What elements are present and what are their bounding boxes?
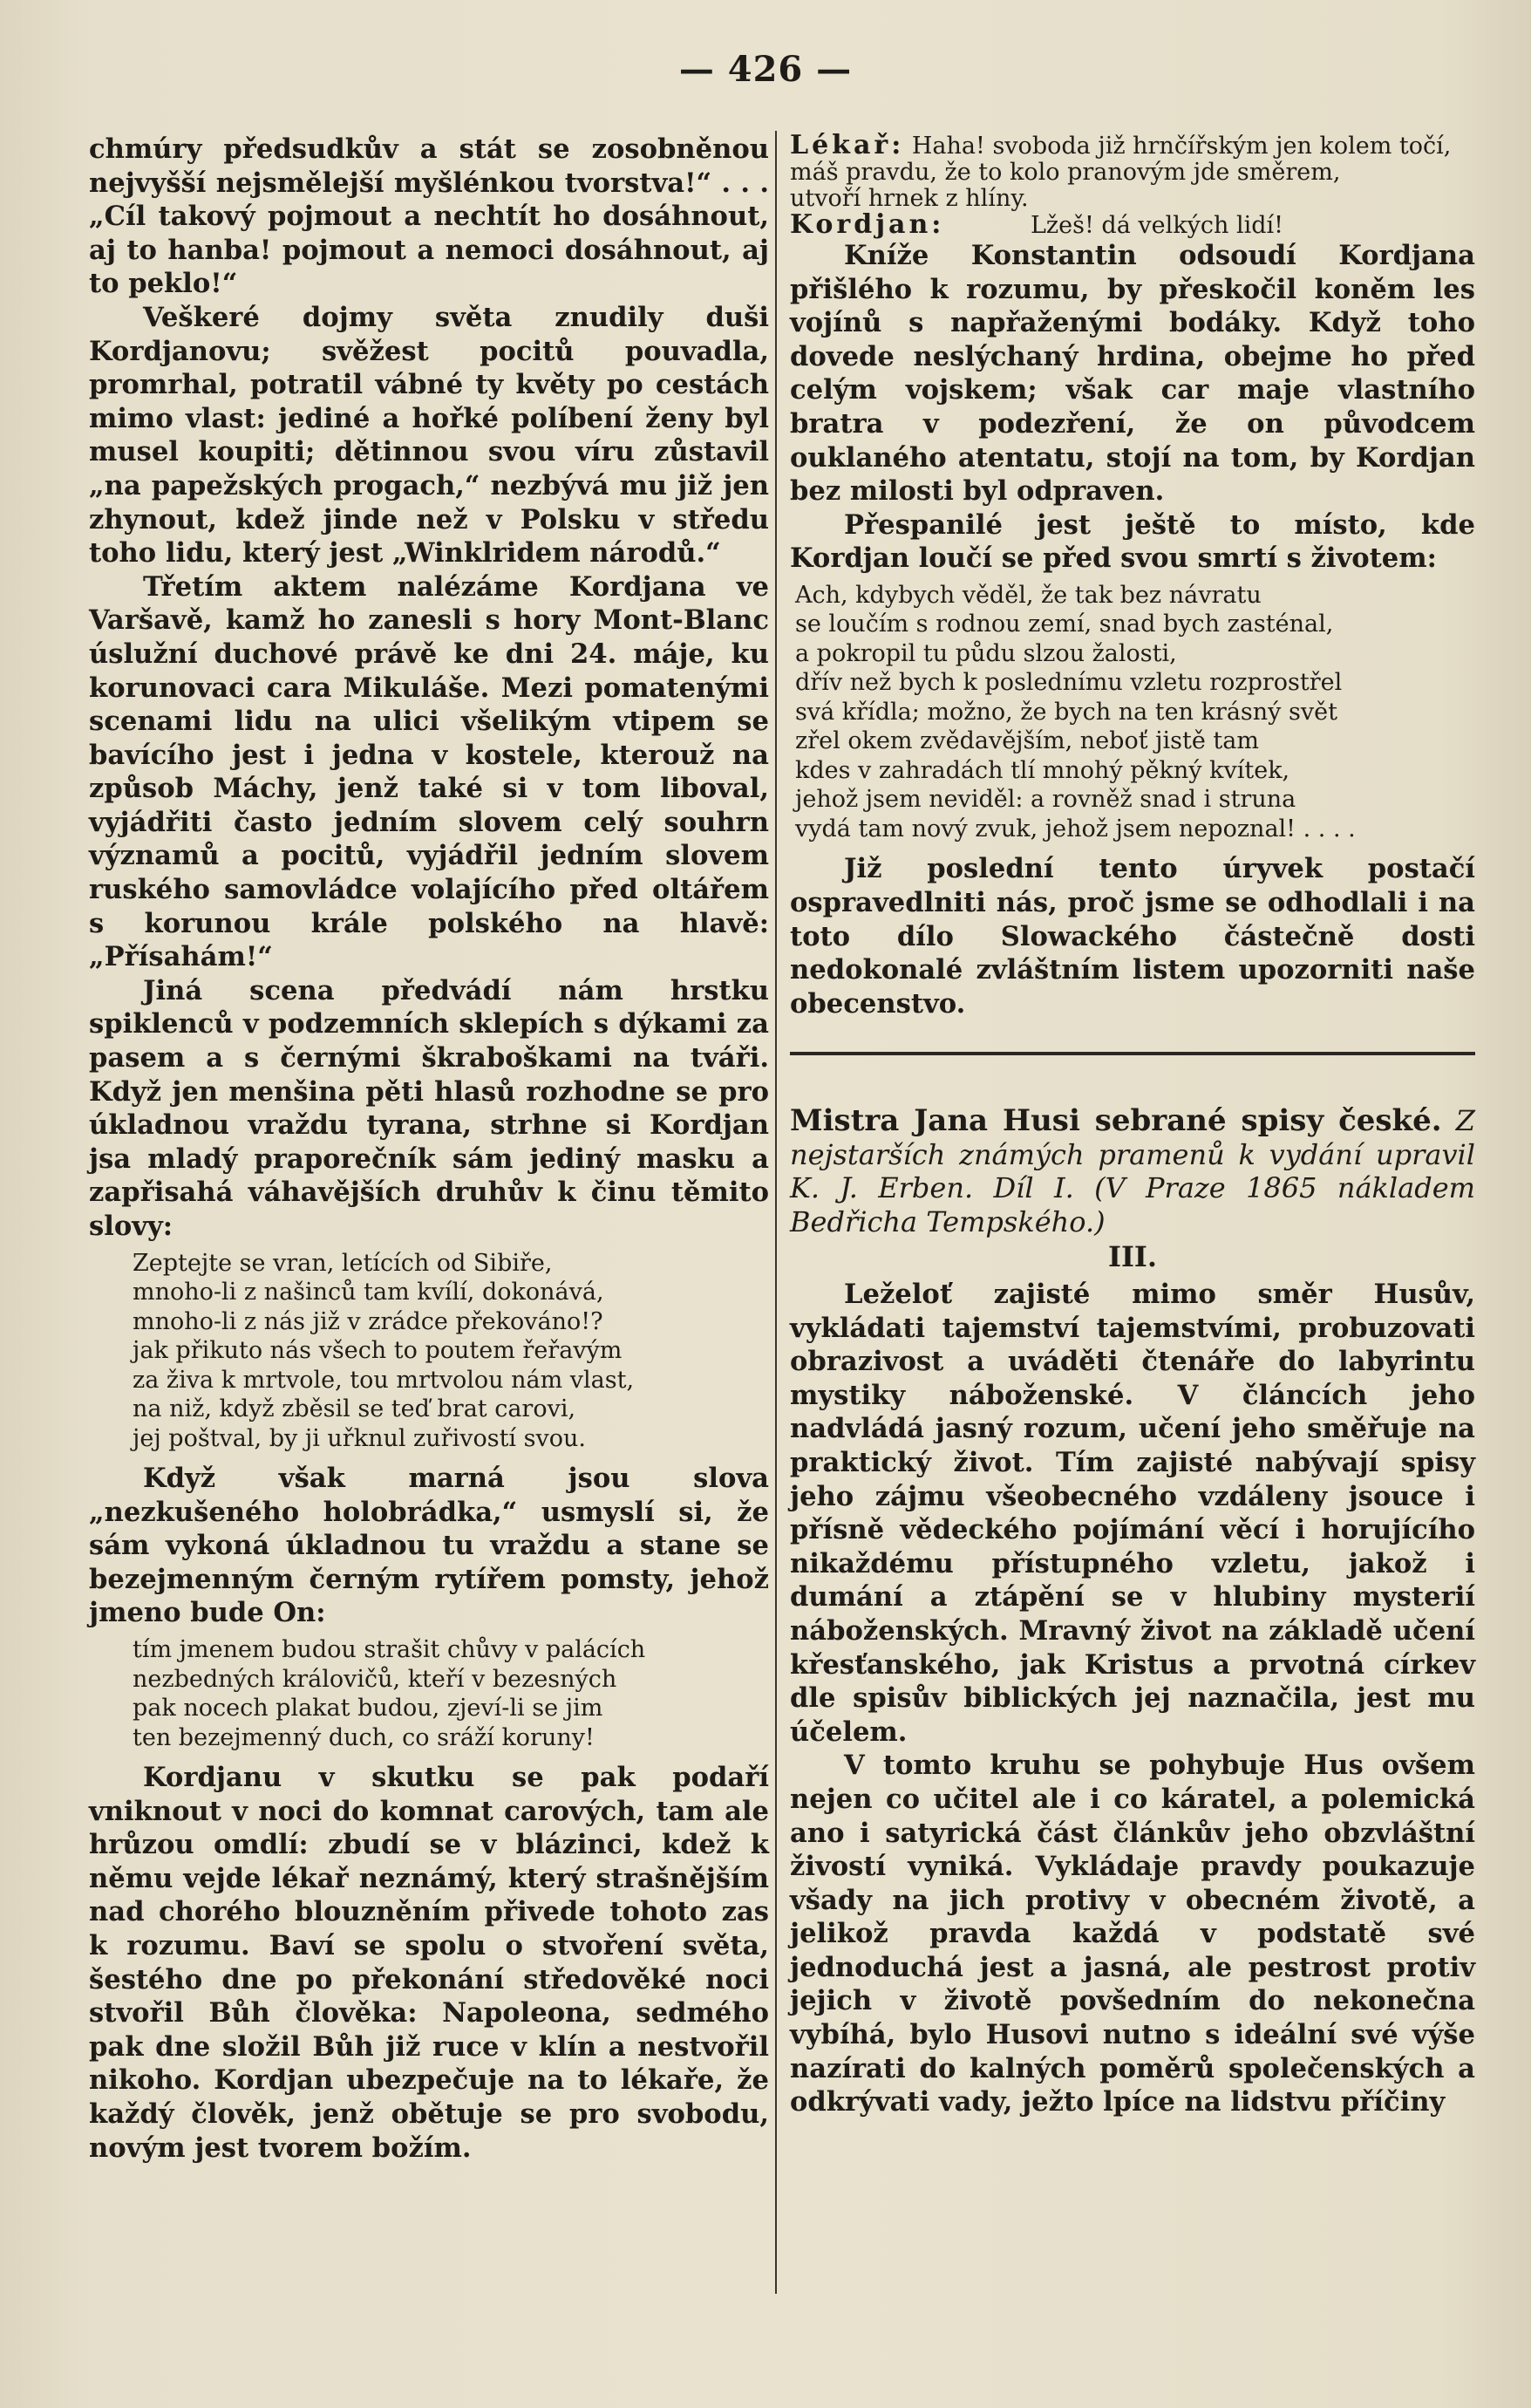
verse-line: se loučím s rodnou zemí, snad bych zasténal, [795,611,1334,638]
dialogue-line [790,209,1475,240]
verse-line: tím jmenem budou strašit chůvy v palácích [133,1636,646,1664]
dialogue-text: Lžeš! dá velkých lidí! [1030,212,1283,239]
verse-quote [795,581,1475,844]
paragraph: Když však marná jsou slova „nezkušeného holobrádka,“ usmyslí si, že sám vykoná úkladnou tu vraždu a stane se bezejmenným černým rytířem pomsty, jehož jmeno bude On: [89,1463,769,1629]
paragraph: Jiná scena předvádí nám hrstku spiklenců v podzemních sklepích s dýkami za pasem a s černými škraboškami na tváři. Když jen menšina pěti hlasů rozhodne se pro úkladnou vraždu tyrana, strhne si Kordjan jsa mladý praporečník sám jediný masku a zapřisahá váhavějších druhův k činu těmito slovy: [89,974,769,1242]
review-bibliographic-note: Z nejstarších známých pramenů k vydání upravil K. J. Erben. Díl I. (V Praze 1865 nákladem Bedřicha Tempského.) [790,1104,1475,1238]
verse-line: mnoho-li z nás již v zrádce překováno!? [133,1307,603,1335]
paragraph: Leželoť zajisté mimo směr Husův, vykládati tajemství tajemstvími, probuzovati obrazivost a uváděti čtenáře do labyrintu mystiky náboženské. V článcích jeho nadvládá jasný rozum, učení jeho směřuje na praktický život. Tím zajisté nabývají spisy jeho zájmu všeobecného vzdáleny jsouce i přísně vědeckého pojímání věcí i horujícího nikaždému přístupného vzletu, jakož i dumání a ztápění se v hlubiny mysterií náboženských. Mravný život na základě učení křesťanského, jak Kristus a prvotná církev dle spisův biblických jej naznačila, jest mu účelem. [790,1279,1475,1748]
dialogue-line [790,130,1475,160]
review-title: Mistra Jana Husi sebrané spisy české. [790,1103,1442,1139]
verse-quote [133,1249,769,1454]
verse-line: jak přikuto nás všech to poutem řeřavým [133,1337,623,1365]
paragraph: Kordjanu v skutku se pak podaří vniknout v noci do komnat carových, tam ale hrůzou omdlí: zbudí se v blázinci, kdež k němu vejde lékař neznámý, který strašnějším nad chorého blouzněním přivede tohoto zas k rozumu. Baví se spolu o stvoření světa, šestého dne po překonání středověké noci stvořil Bůh člověka: Napoleona, sedmého pak dne složil Bůh již ruce v klín a nestvořil nikoho. Kordjan ubezpečuje na to lékaře, že každý člověk, jenž obětuje se pro svobodu, novým jest tvorem božím. [89,1762,769,2164]
verse-line: svá křídla; možno, že bych na ten krásný svět [795,698,1337,726]
dialogue-text: Haha! svoboda již hrnčířským jen kolem točí, [911,133,1452,160]
verse-line: ten bezejmenný duch, co sráží koruny! [133,1723,595,1751]
section-number: III. [1107,1240,1158,1274]
verse-line: nezbedných královičů, kteří v bezesných [133,1665,617,1693]
dialogue-line: máš pravdu, že to kolo pranovým jde směrem, [790,159,1341,186]
verse-line: na niž, když zběsil se teď brat carovi, [133,1395,576,1423]
paragraph: Třetím aktem nalézáme Kordjana ve Varšavě, kamž ho zanesli s hory Mont-Blanc úslužní duchové právě ke dni 24. máje, ku korunovaci cara Mikuláše. Mezi pomatenými scenami lidu na ulici všelikým vtipem se bavícího jest i jedna v kostele, kterouž na způsob Máchy, jenž také si v tom liboval, vyjádřiti často jedním slovem celý souhrn významů a pocitů, vyjádřil jedním slovem ruského samovládce volajícího před oltářem s korunou krále polského na hlavě: „Přísahám!“ [89,570,769,973]
review-heading [790,1104,1475,1238]
section-rule [790,1052,1475,1055]
paragraph: Již poslední tento úryvek postačí ospravedlniti nás, proč jsme se odhodlali i na toto dílo Slowackého částečně dosti nedokonalé zvláštním listem upozorniti naše obecenstvo. [790,853,1475,1020]
dialogue [790,130,1475,240]
verse-line: a pokropil tu půdu slzou žalosti, [795,639,1177,667]
verse-line: vydá tam nový zvuk, jehož jsem nepoznal! . . . . [795,815,1356,842]
page-number: — 426 — [678,49,853,90]
right-column [790,130,1475,2119]
verse-line: zřel okem zvědavějším, neboť jistě tam [795,727,1259,755]
paragraph: Přespanilé jest ještě to místo, kde Kordjan loučí se před svou smrtí s životem: [790,508,1475,575]
verse-line: mnoho-li z našinců tam kvílí, dokonává, [133,1279,604,1306]
verse-line: pak nocech plakat budou, zjeví-li se jim [133,1695,603,1722]
verse-line: Zeptejte se vran, letících od Sibiře, [133,1249,553,1277]
speaker-name: Lékař: [790,130,905,160]
paragraph: Veškeré dojmy světa znudily duši Kordjanovu; svěžest pocitů pouvadla, promrhal, potratil vábné ty květy po cestách mimo vlast: jediné a hořké políbení ženy byl musel koupiti; dětinnou svou víru zůstavil „na papežských progach,“ nezbývá mu již jen zhynout, kdež jinde než v Polsku v středu toho lidu, který jest „Winklridem národů.“ [89,301,769,570]
left-column [89,133,769,2165]
column-divider [775,131,777,2294]
paragraph: Kníže Konstantin odsoudí Kordjana přišlého k rozumu, by přeskočil koněm les vojínů s napřaženými bodáky. Když toho dovede neslýchaný hrdina, obejme ho před celým vojskem; však car maje vlastního bratra v podezření, že on původcem ouklaného atentatu, stojí na tom, by Kordjan bez milosti byl odpraven. [790,240,1475,508]
verse-line: kdes v zahradách tlí mnohý pěkný kvítek, [795,756,1290,784]
verse-line: Ach, kdybych věděl, že tak bez návratu [795,581,1262,609]
verse-line: za živa k mrtvole, tou mrtvolou nám vlast, [133,1366,635,1394]
dialogue-line: utvoří hrnek z hlíny. [790,185,1029,212]
verse-line: jehož jsem neviděl: a rovněž snad i struna [795,786,1296,814]
speaker-name: Kordjan: [790,209,945,240]
paragraph: chmúry předsudkův a stát se zosobněnou nejvyšší nejsmělejší myšlénkou tvorstva!“ . . . „Cíl takový pojmout a nechtít ho dosáhnout, aj to hanba! pojmout a nemoci dosáhnout, aj to peklo!“ [89,133,769,300]
paragraph: V tomto kruhu se pohybuje Hus ovšem nejen co učitel ale i co káratel, a polemická ano i satyrická část článkův jeho obzvláštní živostí vyniká. Vykládaje pravdy poukazuje všady na jich protivy v obecném životě, a jelikož pravda každá v podstatě své jednoduchá jest a jasná, ale pestrost protiv jejich v životě povšedním do nekonečna vybíhá, bylo Husovi nutno s ideální své výše nazírati do kalných poměrů společenských a odkrývati vady, ježto lpíce na lidstvu příčiny [790,1750,1475,2118]
verse-quote [133,1635,769,1752]
verse-line: dřív než bych k poslednímu vzletu rozprostřel [795,669,1343,697]
verse-line: jej poštval, by ji uřknul zuřivostí svou. [133,1424,586,1452]
